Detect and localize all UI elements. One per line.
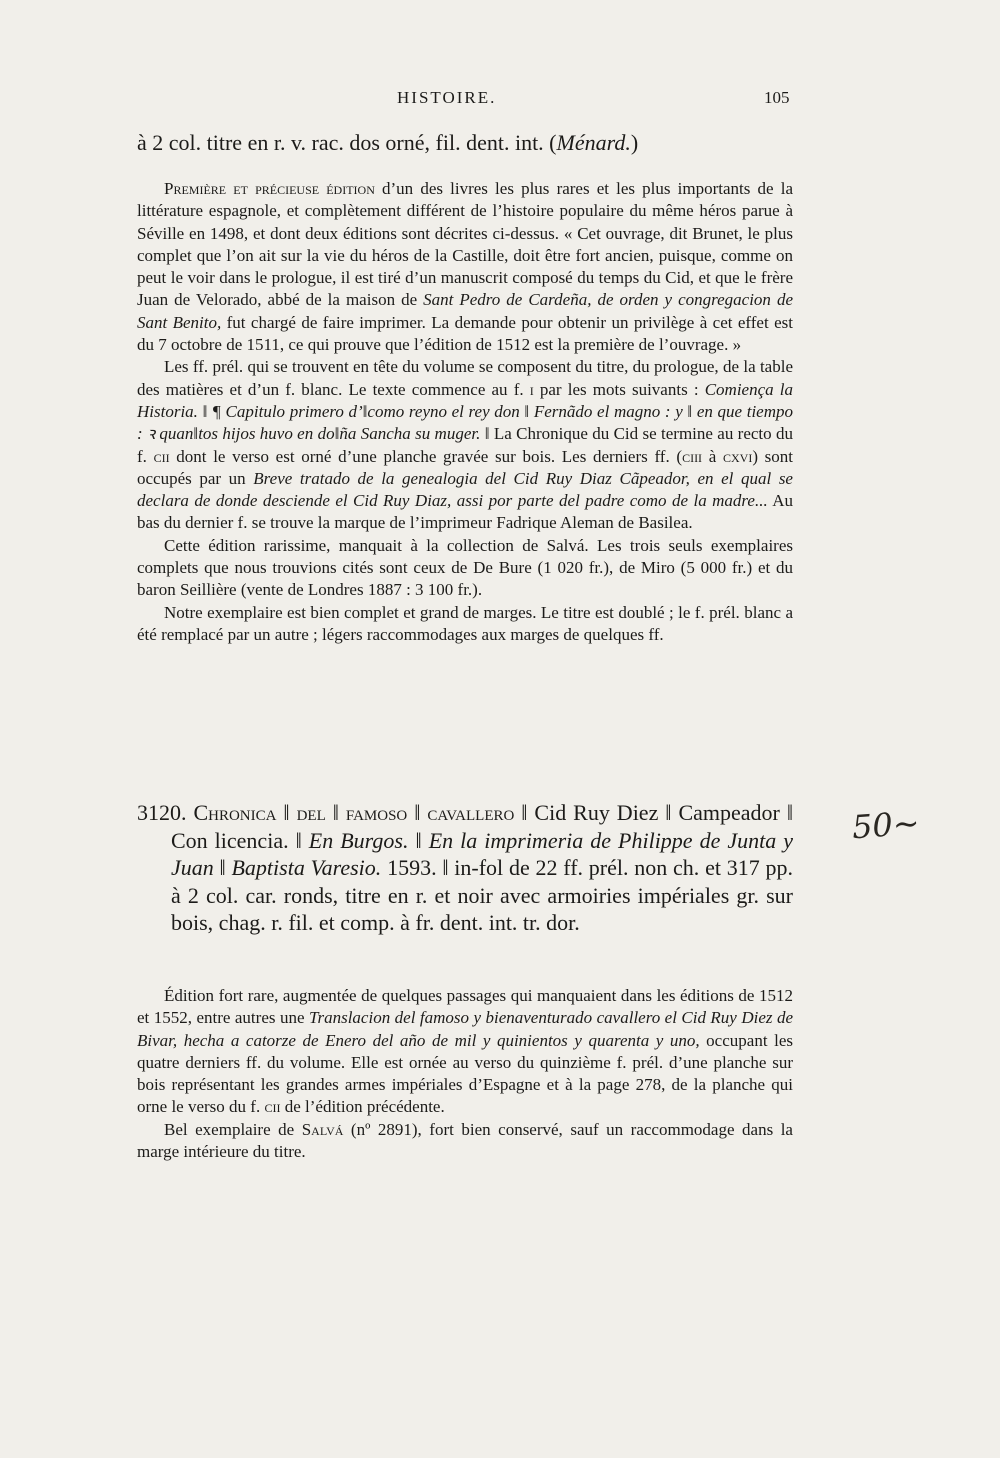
paragraph-first-edition: Première et précieuse édition d’un des livres les plus rares et les plus importants de la littérature espagnole, et complètement différent de l’histoire populaire du même héros parue à Séville en 1498, et dont deux éditions sont décrites ci-dessus. « Cet ouvrage, dit Brunet, le plus complet que l’on ait sur la vie du héros de la Castille, doit être fort ancien, puisque, comme on peut le voir dans le prologue, il est tiré d’un manuscrit composé du temps du Cid, et que le frère Juan de Velorado, abbé de la maison de Sant Pedro de Cardeña, de orden y congregacion de Sant Benito, fut chargé de faire imprimer. La demande pour obtenir un privilège à cet effet est du 7 octobre de 1511, ce qui prouve que l’édition de 1512 est la première de l’ouvrage. » — [137, 179, 793, 355]
entry-3120-heading: 3120. Chronica ‖ del ‖ famoso ‖ cavallero ‖ Cid Ruy Diez ‖ Campeador ‖ Con licencia. ‖ En Burgos. ‖ En la imprimeria de Philippe de Junta y Juan ‖ Baptista Varesio. 1593. ‖ in-fol de 22 ff. prél. non ch. et 317 pp. à 2 col. car. ronds, titre en r. et noir avec armoiries impériales gr. sur bois, chag. r. fil. et comp. à fr. dent. int. tr. dor. — [137, 800, 794, 935]
paragraph-edition-notes: Édition fort rare, augmentée de quelques passages qui manquaient dans les éditions de 1512 et 1552, entre autres une Translacion del famoso y bienaventurado cavallero el Cid Ruy Diez de Bivar, hecha a catorze de Enero del año de mil y quinientos y quarenta y uno, occupant les quatre derniers ff. du volume. Elle est ornée au verso du quinzième f. prél. d’une planche sur bois représentant les grandes armes impériales d’Espagne et à la page 278, de la planche qui orne le verso du f. cii de l’édition précédente. — [137, 986, 793, 1117]
entry-number: 3120. — [137, 800, 187, 825]
running-head — [0, 88, 1000, 112]
description-block-1 — [137, 178, 793, 646]
paragraph-salva-copy: Bel exemplaire de Salvá (nº 2891), fort bien conservé, sauf un raccommodage dans la marge intérieure du titre. — [137, 1119, 793, 1162]
description-block-2 — [137, 985, 793, 1163]
handwritten-price-annotation: 50~ — [850, 803, 921, 847]
paragraph-contents: Les ff. prél. qui se trouvent en tête du volume se composent du titre, du prologue, de la table des matières et d’un f. blanc. Le texte commence au f. i par les mots suivants : Comiença la Historia. ‖ ¶ Capitulo primero d’‖como reyno el rey don ‖ Fernãdo el magno : y ‖ en que tiempo : ꝛ quan‖tos hijos huvo en do‖ña Sancha su muger. ‖ La Chronique du Cid se termine au recto du f. cii dont le verso est orné d’une planche gravée sur bois. Les derniers ff. (ciii à cxvi) sont occupés par un Breve tratado de la genealogia del Cid Ruy Diaz Cãpeador, en el qual se declara de donde desciende el Cid Ruy Diaz, assi por parte del padre como de la madre... Au bas du dernier f. se trouve la marque de l’imprimeur Fadrique Aleman de Basilea. — [137, 357, 794, 533]
running-head-title: HISTOIRE. — [397, 88, 497, 107]
paragraph-copy-condition: Notre exemplaire est bien complet et grand de marges. Le titre est doublé ; le f. prél. blanc a été remplacé par un autre ; légers raccommodages aux marges de quelques ff. — [137, 602, 793, 644]
page-number: 105 — [764, 88, 790, 107]
paragraph-rarity: Cette édition rarissime, manquait à la collection de Salvá. Les trois seuls exemplaires complets que nous trouvions cités sont ceux de De Bure (1 020 fr.), de Miro (5 000 fr.) et du baron Seillière (vente de Londres 1887 : 3 100 fr.). — [137, 535, 793, 600]
entry-tail: à 2 col. titre en r. v. rac. dos orné, fil. dent. int. (Ménard.) — [137, 130, 639, 155]
binder-name: Ménard. — [556, 130, 631, 155]
entry-3120 — [137, 799, 793, 937]
